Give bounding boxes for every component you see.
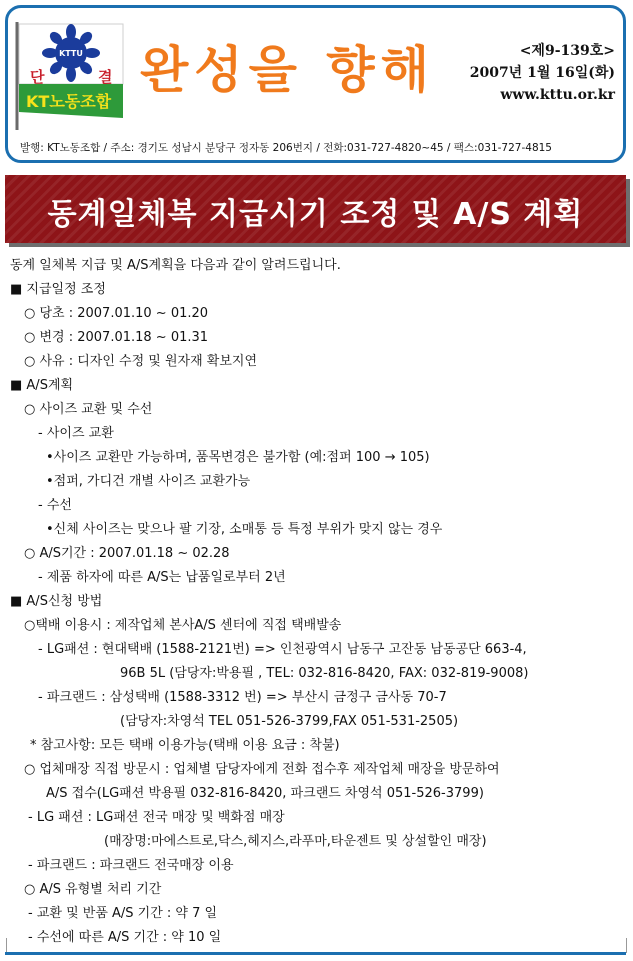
body-line: - 파크랜드 : 삼성택배 (1588-3312 번) => 부산시 금정구 금사동 70-7 bbox=[38, 690, 447, 705]
body-line: ○택배 이용시 : 제작업체 본사A/S 센터에 직접 택배발송 bbox=[24, 618, 342, 633]
article-body bbox=[10, 254, 620, 950]
body-line: - 제품 하자에 따른 A/S는 납품일로부터 2년 bbox=[38, 570, 286, 585]
body-line: ○ 사이즈 교환 및 수선 bbox=[24, 402, 153, 417]
publisher-line: 발행: KT노동조합 / 주소: 경기도 성남시 분당구 정자동 206번지 / 전화:031-727-4820~45 / 팩스:031-727-4815 bbox=[20, 142, 552, 154]
flag-badge: KTTU bbox=[59, 49, 83, 58]
corner-mark-right bbox=[612, 938, 627, 953]
body-line: 동계 일체복 지급 및 A/S계획을 다음과 같이 알려드립니다. bbox=[10, 258, 341, 273]
body-line: •점퍼, 가디건 개별 사이즈 교환가능 bbox=[46, 474, 251, 489]
body-line: - LG패션 : 현대택배 (1588-2121번) => 인천광역시 남동구 고잔동 남동공단 663-4, bbox=[38, 642, 527, 657]
body-line: A/S 접수(LG패션 박용필 032-816-8420, 파크랜드 차영석 051-526-3799) bbox=[46, 786, 484, 801]
body-line: - 수선에 따른 A/S 기간 : 약 10 일 bbox=[28, 930, 222, 945]
body-line: - LG 패션 : LG패션 전국 매장 및 백화점 매장 bbox=[28, 810, 285, 825]
website-link[interactable]: www.kttu.or.kr bbox=[500, 87, 615, 103]
flag-text-left: 단 bbox=[30, 68, 45, 86]
headline-title: 동계일체복 지급시기 조정 및 A/S 계획 bbox=[47, 197, 584, 232]
union-flag-logo bbox=[14, 20, 126, 130]
body-line: ○ A/S 유형별 처리 기간 bbox=[24, 882, 162, 897]
body-line: ○ 사유 : 디자인 수정 및 원자재 확보지연 bbox=[24, 354, 258, 369]
body-line: •신체 사이즈는 맞으나 팔 기장, 소매통 등 특정 부위가 맞지 않는 경우 bbox=[46, 522, 443, 537]
body-line: ○ 업체매장 직접 방문시 : 업체별 담당자에게 전화 접수후 제작업체 매장을 방문하여 bbox=[24, 762, 500, 777]
issue-info bbox=[470, 40, 615, 106]
body-line: (담당자:차영석 TEL 051-526-3799,FAX 051-531-2505) bbox=[120, 714, 459, 729]
footer-rule bbox=[5, 952, 626, 955]
masthead-title: 완성을 향해 bbox=[140, 41, 435, 99]
body-line: ○ 당초 : 2007.01.10 ~ 01.20 bbox=[24, 306, 209, 321]
body-line: 96B 5L (담당자:박용필 , TEL: 032-816-8420, FAX: 032-819-9008) bbox=[120, 666, 529, 681]
body-line: - 사이즈 교환 bbox=[38, 426, 114, 441]
body-line: ○ A/S기간 : 2007.01.18 ~ 02.28 bbox=[24, 546, 230, 561]
headline-banner bbox=[5, 175, 626, 243]
body-line: •사이즈 교환만 가능하며, 품목변경은 불가함 (예:점퍼 100 → 105) bbox=[46, 450, 430, 465]
issue-date: 2007년 1월 16일(화) bbox=[469, 65, 615, 81]
body-line: ■ A/S신청 방법 bbox=[10, 594, 103, 609]
body-line: - 수선 bbox=[38, 498, 72, 513]
body-line: * 참고사항: 모든 택배 이용가능(택배 이용 요금 : 착불) bbox=[30, 738, 340, 753]
body-line: ■ A/S계획 bbox=[10, 378, 74, 393]
issue-number: <제9-139호> bbox=[519, 43, 615, 59]
body-line: ■ 지급일정 조정 bbox=[10, 282, 106, 297]
body-line: - 파크랜드 : 파크랜드 전국매장 이용 bbox=[28, 858, 234, 873]
body-line: ○ 변경 : 2007.01.18 ~ 01.31 bbox=[24, 330, 209, 345]
flag-text-right: 결 bbox=[98, 68, 113, 86]
flag-band-text: KT노동조합 bbox=[26, 92, 112, 111]
body-line: (매장명:마에스트로,닥스,헤지스,라푸마,타운젠트 및 상설할인 매장) bbox=[104, 834, 487, 849]
corner-mark-left bbox=[6, 938, 21, 953]
body-line: - 교환 및 반품 A/S 기간 : 약 7 일 bbox=[28, 906, 218, 921]
